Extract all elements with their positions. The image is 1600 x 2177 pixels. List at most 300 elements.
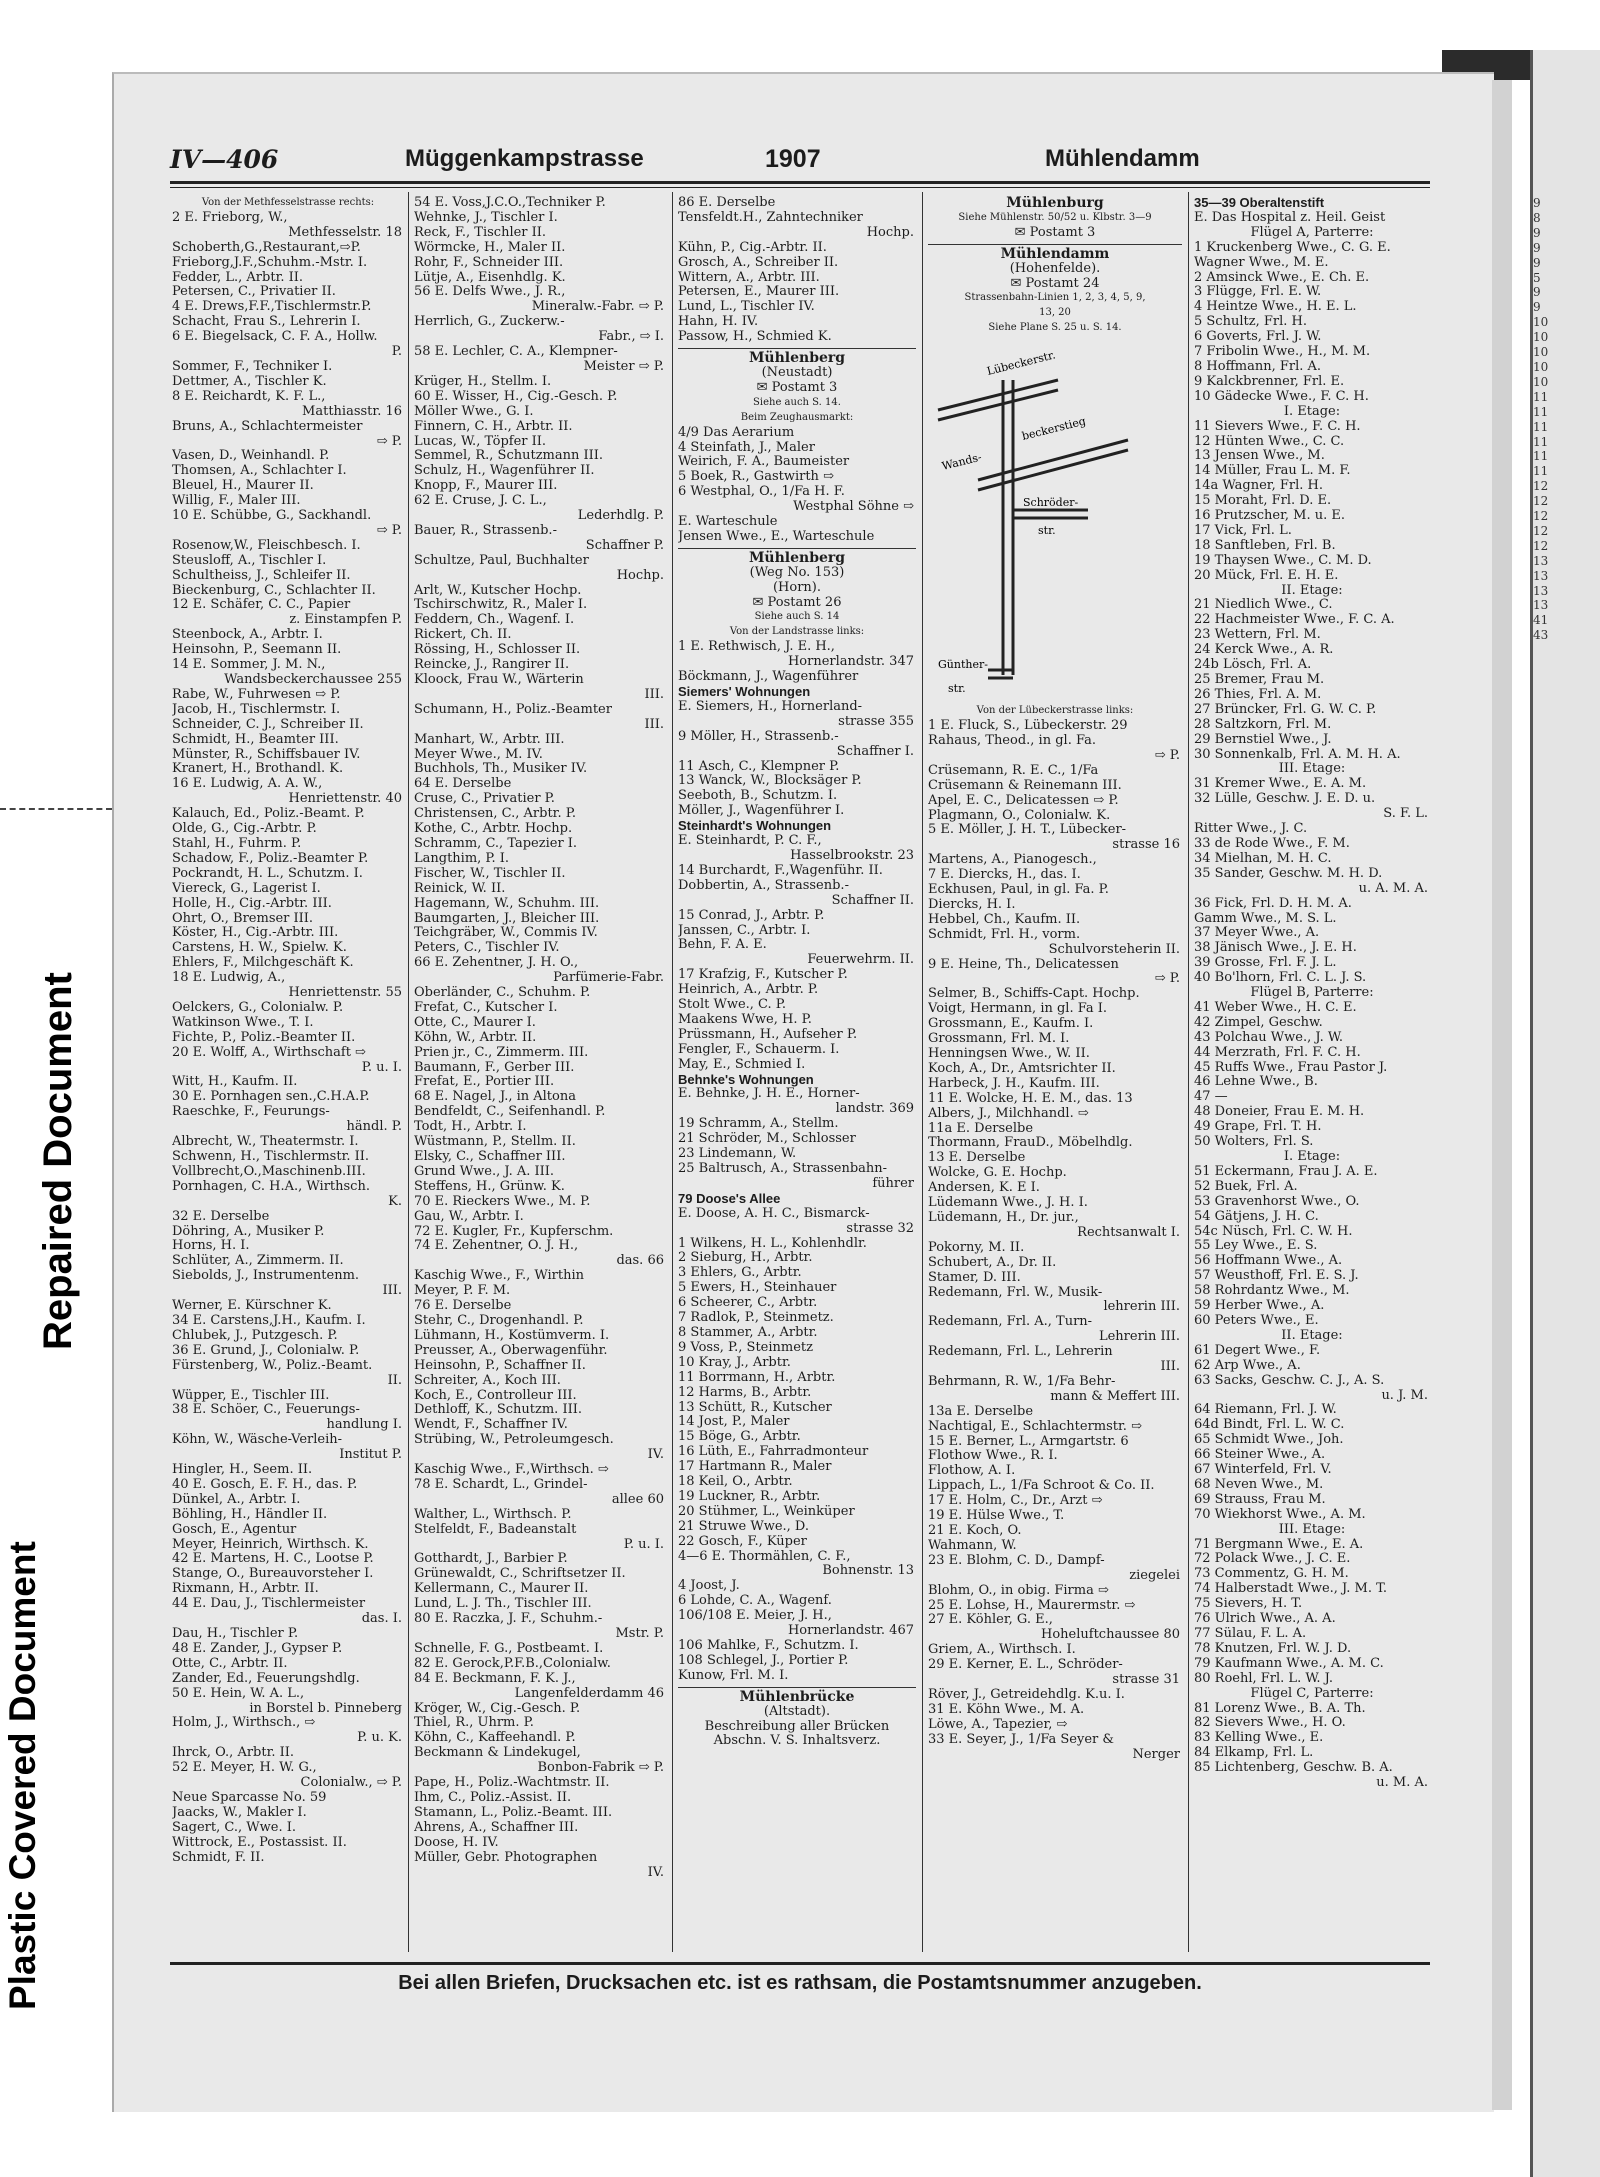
- directory-entry: 10 Gädecke Wwe., F. C. H.: [1194, 389, 1369, 404]
- directory-entry: 52 E. Meyer, H. W. G.,: [172, 1761, 317, 1776]
- directory-entry: 12 Hünten Wwe., C. C.: [1194, 434, 1345, 449]
- directory-entry: Grossmann, E., Kaufm. I.: [928, 1017, 1094, 1032]
- margin-number: 10: [1533, 374, 1549, 389]
- directory-entry: Ehlers, F., Milchgeschäft K.: [172, 956, 354, 971]
- directory-entry: ✉ Postamt 24: [1010, 276, 1100, 291]
- directory-entry: Dethloff, K., Schutzm. III.: [414, 1403, 582, 1418]
- directory-entry: 7 Fribolin Wwe., H., M. M.: [1194, 345, 1371, 360]
- directory-entry: 55 Ley Wwe., E. S.: [1194, 1239, 1318, 1254]
- directory-entry: Neue Sparcasse No. 59: [172, 1790, 327, 1805]
- directory-entry: 48 E. Zander, J., Gypser P.: [172, 1641, 343, 1656]
- margin-number: 13: [1533, 568, 1549, 583]
- directory-entry: Kühn, P., Cig.-Arbtr. II.: [678, 240, 827, 255]
- directory-entry: Apel, E. C., Delicatessen ⇨ P.: [928, 793, 1119, 808]
- directory-entry: 27 E. Köhler, G. E.,: [928, 1613, 1053, 1628]
- directory-entry: Lederhdlg. P.: [577, 509, 664, 524]
- column-4: [928, 196, 1182, 1946]
- cut-line: [0, 808, 112, 810]
- directory-entry: 40 E. Gosch, E. F. H., das. P.: [172, 1477, 358, 1492]
- directory-entry: Schultze, Paul, Buchhalter: [414, 553, 589, 568]
- directory-entry: 20 Mück, Frl. E. H. E.: [1194, 568, 1339, 583]
- directory-entry: Steenbock, A., Arbtr. I.: [172, 628, 323, 643]
- directory-entry: 15 Böge, G., Arbtr.: [678, 1430, 801, 1445]
- directory-entry: u. M. A.: [1376, 1776, 1428, 1791]
- directory-entry: Schmidt, F. II.: [172, 1850, 265, 1865]
- directory-entry: 27 Brüncker, Frl. G. W. C. P.: [1194, 702, 1377, 717]
- directory-entry: 72 E. Kugler, Fr., Kupferschm.: [414, 1224, 614, 1239]
- directory-entry: 14a Wagner, Frl. H.: [1194, 479, 1323, 494]
- directory-entry: Witt, H., Kaufm. II.: [172, 1075, 298, 1090]
- directory-entry: 11a E. Derselbe: [928, 1121, 1034, 1136]
- directory-entry: 82 Sievers Wwe., H. O.: [1194, 1716, 1346, 1731]
- directory-entry: 29 E. Kerner, E. L., Schröder-: [928, 1658, 1123, 1673]
- directory-entry: Diercks, H. I.: [928, 897, 1016, 912]
- directory-entry: 21 E. Koch, O.: [928, 1524, 1022, 1538]
- directory-entry: allee 60: [611, 1492, 664, 1507]
- directory-entry: 64 Riemann, Frl. J. W.: [1194, 1403, 1337, 1418]
- directory-entry: Wittrock, E., Postassist. II.: [172, 1835, 347, 1850]
- directory-entry: Institut P.: [339, 1448, 402, 1463]
- map-label: Wands-: [940, 450, 983, 474]
- directory-entry: Von der Landstrasse links:: [729, 626, 865, 638]
- directory-entry: Koch, E., Controlleur III.: [414, 1388, 577, 1403]
- directory-entry: 23 Wettern, Frl. M.: [1194, 628, 1321, 643]
- directory-entry: Schulvorsteherin II.: [1048, 942, 1180, 957]
- directory-entry: Gotthardt, J., Barbier P.: [414, 1552, 568, 1567]
- directory-entry: 71 Bergmann Wwe., E. A.: [1194, 1537, 1364, 1552]
- directory-entry: Flothow Wwe., R. I.: [928, 1449, 1058, 1464]
- directory-entry: Krüger, H., Stellm. I.: [414, 374, 552, 389]
- directory-entry: 58 Rohrdantz Wwe., M.: [1194, 1284, 1350, 1299]
- directory-entry: Meyer, P. F. M.: [414, 1284, 511, 1299]
- directory-entry: Steusloff, A., Tischler I.: [172, 553, 327, 568]
- directory-entry: 13a E. Derselbe: [928, 1404, 1034, 1419]
- margin-number: 13: [1533, 553, 1549, 568]
- directory-entry: 39 Grosse, Frl. F. J. L.: [1194, 956, 1337, 971]
- directory-entry: Griem, A., Wirthsch. I.: [928, 1643, 1076, 1658]
- directory-entry: Reincke, J., Rangirer II.: [414, 658, 570, 673]
- directory-entry: Ohrt, O., Bremser III.: [172, 911, 314, 926]
- directory-entry: E. Steinhardt, P. C. F.,: [678, 834, 822, 849]
- directory-entry: Frefat, E., Portier III.: [414, 1075, 555, 1090]
- directory-entry: 3 Flügge, Frl. E. W.: [1194, 285, 1322, 300]
- directory-entry: Harbeck, J. H., Kaufm. III.: [928, 1076, 1100, 1091]
- page-number: IV—406: [170, 145, 279, 174]
- directory-entry: P. u. K.: [357, 1731, 402, 1746]
- directory-entry: Zander, Ed., Feuerungshdlg.: [172, 1671, 360, 1686]
- directory-entry: Frieborg,J.F.,Schuhm.-Mstr. I.: [172, 255, 368, 270]
- map-label: Schröder-: [1023, 496, 1079, 510]
- directory-entry: Flothow, A. I.: [928, 1464, 1016, 1479]
- directory-entry: Stamer, D. III.: [928, 1270, 1021, 1285]
- directory-entry: Fedder, L., Arbtr. II.: [172, 270, 304, 285]
- directory-entry: Kloock, Frau W., Wärterin: [414, 673, 584, 687]
- directory-entry: ⇨ P.: [376, 523, 402, 538]
- directory-entry: 9 Voss, P., Steinmetz: [678, 1340, 813, 1355]
- directory-entry: Reinick, W. II.: [414, 881, 506, 896]
- directory-entry: Ihm, C., Poliz.-Assist. II.: [414, 1790, 572, 1805]
- directory-entry: III.: [382, 1284, 402, 1299]
- column-divider: [922, 192, 923, 1952]
- directory-entry: 19 E. Hülse Wwe., T.: [928, 1509, 1065, 1524]
- directory-entry: 2 Sieburg, H., Arbtr.: [678, 1251, 813, 1266]
- directory-entry: 23 E. Blohm, C. D., Dampf-: [928, 1553, 1105, 1568]
- margin-number: 9: [1533, 300, 1541, 315]
- directory-entry: Steinhardt's Wohnungen: [678, 819, 832, 834]
- margin-number: 9: [1533, 225, 1541, 240]
- directory-entry: 21 Struwe Wwe., D.: [678, 1519, 810, 1534]
- directory-entry: 35 Sander, Geschw. M. H. D.: [1194, 866, 1383, 881]
- directory-entry: 24 Kerck Wwe., A. R.: [1194, 643, 1334, 658]
- directory-entry: 81 Lorenz Wwe., B. A. Th.: [1194, 1701, 1366, 1716]
- directory-entry: 33 E. Seyer, J., 1/Fa Seyer &: [928, 1732, 1114, 1747]
- directory-entry: 10 Kray, J., Arbtr.: [678, 1355, 791, 1370]
- directory-entry: 17 E. Holm, C., Dr., Arzt ⇨: [928, 1494, 1103, 1509]
- directory-entry: Kröger, W., Cig.-Gesch. P.: [414, 1701, 581, 1716]
- directory-entry: Lippach, L., 1/Fa Schroot & Co. II.: [928, 1479, 1155, 1494]
- directory-entry: 75 Sievers, H. T.: [1194, 1597, 1303, 1612]
- footer-rule: [170, 1962, 1430, 1965]
- directory-entry: Bonbon-Fabrik ⇨ P.: [537, 1761, 664, 1776]
- directory-entry: Tensfeldt.H., Zahntechniker: [678, 210, 863, 225]
- directory-entry: 12 E. Schäfer, C. C., Papier: [172, 598, 351, 613]
- directory-entry: 48 Doneier, Frau E. M. H.: [1194, 1105, 1365, 1120]
- directory-entry: Oberländer, C., Schuhm. P.: [414, 986, 591, 1001]
- directory-entry: Albrecht, W., Theatermstr. I.: [172, 1135, 359, 1150]
- directory-entry: Schnelle, F. G., Postbeamt. I.: [414, 1641, 604, 1656]
- directory-entry: ⇨ P.: [1154, 972, 1180, 987]
- margin-number: 9: [1533, 196, 1541, 210]
- directory-entry: Kalauch, Ed., Poliz.-Beamt. P.: [172, 807, 365, 822]
- directory-entry: Schumann, H., Poliz.-Beamter: [414, 702, 612, 717]
- map-label: Lübeckerstr.: [985, 348, 1057, 379]
- directory-entry: Redemann, Frl. L., Lehrerin: [928, 1345, 1113, 1360]
- directory-entry: 60 Peters Wwe., E.: [1194, 1313, 1319, 1328]
- directory-entry: Mineralw.-Fabr. ⇨ P.: [531, 300, 664, 315]
- directory-entry: 54 E. Voss,J.C.O.,Techniker P.: [414, 196, 606, 210]
- margin-number: 8: [1533, 210, 1541, 225]
- margin-number: 41: [1533, 613, 1549, 628]
- directory-entry: 80 Roehl, Frl. L. W. J.: [1194, 1671, 1334, 1686]
- directory-entry: Meister ⇨ P.: [583, 359, 664, 374]
- directory-entry: Bohnenstr. 13: [822, 1564, 914, 1579]
- margin-number: 12: [1533, 538, 1549, 553]
- directory-entry: Matthiasstr. 16: [302, 404, 402, 419]
- directory-entry: 68 Neven Wwe., M.: [1194, 1477, 1324, 1492]
- directory-entry: 18 Sanftleben, Frl. B.: [1194, 538, 1336, 553]
- directory-entry: 66 E. Zehentner, J. H. O.,: [414, 956, 579, 971]
- directory-entry: 51 Eckermann, Frau J. A. E.: [1194, 1164, 1378, 1179]
- directory-entry: 19 Schramm, A., Stellm.: [678, 1117, 839, 1132]
- directory-entry: Schubert, A., Dr. II.: [928, 1255, 1057, 1270]
- directory-entry: 31 Kremer Wwe., E. A. M.: [1194, 777, 1367, 792]
- directory-entry: 53 Gravenhorst Wwe., O.: [1194, 1194, 1360, 1209]
- directory-entry: Flügel B, Parterre:: [1250, 986, 1374, 1001]
- directory-entry: Lund, L. J. Th., Tischler III.: [414, 1597, 592, 1612]
- plastic-covered-label: Plastic Covered Document: [2, 1541, 43, 2010]
- column-divider: [1188, 192, 1189, 1952]
- directory-entry: mann & Meffert III.: [1050, 1389, 1180, 1404]
- directory-entry: Rohr, F., Schneider III.: [414, 255, 564, 270]
- directory-entry: (Hohenfelde).: [1009, 261, 1101, 276]
- directory-entry: 14 E. Sommer, J. M. N.,: [172, 658, 326, 673]
- directory-entry: 3 Ehlers, G., Arbtr.: [678, 1266, 802, 1281]
- directory-entry: S. F. L.: [1383, 807, 1428, 822]
- directory-entry: u. A. M. A.: [1358, 881, 1428, 896]
- directory-entry: Todt, H., Arbtr. I.: [414, 1120, 527, 1135]
- margin-number: 12: [1533, 523, 1549, 538]
- directory-entry: Langenfelderdamm 46: [514, 1686, 664, 1701]
- directory-entry: Ahrens, A., Schaffner III.: [414, 1820, 579, 1835]
- directory-entry: Rickert, Ch. II.: [414, 628, 512, 643]
- directory-entry: E. Doose, A. H. C., Bismarck-: [678, 1206, 870, 1221]
- directory-entry: 16 E. Ludwig, A. A. W.,: [172, 777, 323, 792]
- directory-entry: Oelckers, G., Colonialw. P.: [172, 1000, 344, 1015]
- directory-entry: 47 —: [1194, 1090, 1228, 1105]
- directory-entry: Mühlenbrücke: [678, 1687, 916, 1705]
- directory-entry: Vasen, D., Weinhandl. P.: [172, 449, 330, 464]
- directory-entry: Stange, O., Bureauvorsteher I.: [172, 1567, 374, 1582]
- directory-entry: Reck, F., Tischler II.: [414, 225, 547, 240]
- directory-entry: 34 Mielhan, M. H. C.: [1194, 851, 1332, 866]
- directory-entry: Schmidt, H., Beamter III.: [172, 732, 339, 747]
- directory-entry: Sagert, C., Wwe. I.: [172, 1820, 296, 1835]
- directory-entry: Wüstmann, P., Stellm. II.: [414, 1135, 576, 1150]
- directory-entry: Kellermann, C., Maurer II.: [414, 1582, 589, 1597]
- directory-entry: Flügel C, Parterre:: [1250, 1686, 1374, 1701]
- margin-number: 11: [1533, 449, 1549, 464]
- directory-entry: Nerger: [1132, 1747, 1180, 1762]
- directory-entry: 11 Borrmann, H., Arbtr.: [678, 1370, 836, 1385]
- directory-entry: 21 Schröder, M., Schlosser: [678, 1132, 856, 1147]
- directory-entry: Knopp, F., Maurer III.: [414, 479, 558, 494]
- directory-entry: Weirich, F. A., Baumeister: [678, 455, 850, 470]
- directory-entry: Schacht, Frau S., Lehrerin I.: [172, 315, 361, 330]
- directory-entry: 34 E. Carstens,J.H., Kaufm. I.: [172, 1313, 366, 1328]
- directory-entry: 1 Wilkens, H. L., Kohlenhdlr.: [678, 1236, 867, 1251]
- directory-entry: Behn, F. A. E.: [678, 938, 767, 953]
- directory-entry: Koch, A., Dr., Amtsrichter II.: [928, 1061, 1116, 1076]
- directory-entry: IV.: [647, 1448, 664, 1463]
- directory-entry: ziegelei: [1129, 1568, 1180, 1583]
- directory-entry: Voigt, Hermann, in gl. Fa I.: [928, 1002, 1108, 1017]
- directory-entry: Wahmann, W.: [928, 1538, 1017, 1553]
- margin-number: 12: [1533, 479, 1549, 494]
- directory-entry: Finnern, C. H., Arbtr. II.: [414, 419, 573, 434]
- directory-entry: Beschreibung aller Brücken: [704, 1719, 890, 1734]
- directory-entry: ⇨ P.: [1154, 748, 1180, 763]
- directory-entry: Bleuel, H., Maurer II.: [172, 479, 314, 494]
- directory-entry: Pokorny, M. II.: [928, 1240, 1025, 1255]
- directory-entry: Schoberth,G.,Restaurant,⇨P.: [172, 240, 361, 255]
- directory-entry: 58 E. Lechler, C. A., Klempner-: [414, 345, 618, 360]
- directory-entry: Fischer, W., Tischler II.: [414, 866, 566, 881]
- directory-entry: Peters, C., Tischler IV.: [414, 941, 560, 956]
- directory-entry: Kaschig Wwe., F., Wirthin: [414, 1269, 585, 1284]
- directory-entry: 14 Müller, Frau L. M. F.: [1194, 464, 1351, 479]
- directory-entry: Böckmann, J., Wagenführer: [678, 670, 859, 685]
- directory-entry: 63 Sacks, Geschw. C. J., A. S.: [1194, 1373, 1385, 1388]
- directory-entry: 11 E. Wolcke, H. E. M., das. 13: [928, 1091, 1133, 1106]
- directory-entry: 79 Doose's Allee: [678, 1191, 781, 1206]
- margin-number: 11: [1533, 404, 1549, 419]
- map-label: Günther-: [938, 658, 988, 672]
- directory-entry: Hornerlandstr. 467: [787, 1624, 914, 1639]
- directory-entry: Viereck, G., Lagerist I.: [172, 881, 321, 896]
- directory-entry: Rechtsanwalt I.: [1077, 1225, 1180, 1240]
- directory-entry: Stolt Wwe., C. P.: [678, 998, 787, 1013]
- adjacent-page-numbers: [1533, 196, 1599, 1946]
- directory-entry: 54 Gätjens, J. H. C.: [1194, 1209, 1319, 1224]
- directory-entry: 21 Niedlich Wwe., C.: [1194, 598, 1333, 613]
- directory-entry: 16 Lüth, E., Fahrradmonteur: [678, 1445, 869, 1460]
- directory-entry: Wendt, F., Schaffner IV.: [414, 1418, 568, 1433]
- directory-entry: das. 66: [616, 1254, 664, 1269]
- directory-entry: 24b Lösch, Frl. A.: [1194, 658, 1312, 673]
- directory-entry: Wüpper, E., Tischler III.: [172, 1388, 330, 1403]
- directory-entry: 38 Jänisch Wwe., J. E. H.: [1194, 941, 1357, 956]
- directory-entry: 46 Lehne Wwe., B.: [1194, 1075, 1318, 1090]
- directory-entry: u. J. M.: [1381, 1388, 1428, 1403]
- directory-entry: Preusser, A., Oberwagenführ.: [414, 1343, 608, 1358]
- directory-entry: Hingler, H., Seem. II.: [172, 1463, 313, 1478]
- directory-entry: Semmel, R., Schutzmann III.: [414, 449, 604, 464]
- directory-entry: Sommer, F., Techniker I.: [172, 359, 333, 374]
- directory-entry: Colonialw., ⇨ P.: [300, 1776, 402, 1791]
- directory-entry: 2 E. Frieborg, W.,: [172, 210, 288, 225]
- directory-entry: Schreiter, A., Koch III.: [414, 1373, 561, 1388]
- directory-entry: Parfümerie-Fabr.: [553, 971, 664, 986]
- directory-entry: 62 E. Cruse, J. C. L.,: [414, 494, 547, 509]
- directory-entry: das. I.: [361, 1612, 402, 1627]
- directory-entry: Stamann, L., Poliz.-Beamt. III.: [414, 1805, 613, 1820]
- directory-entry: Wandsbeckerchaussee 255: [224, 673, 402, 687]
- directory-entry: Mühlendamm: [928, 244, 1182, 262]
- column-divider: [408, 192, 409, 1952]
- directory-entry: ✉ Postamt 26: [752, 595, 842, 610]
- directory-entry: Dünkel, A., Arbtr. I.: [172, 1492, 301, 1507]
- directory-entry: Flügel A, Parterre:: [1250, 225, 1374, 240]
- directory-entry: 1 E. Rethwisch, J. E. H.,: [678, 640, 835, 655]
- directory-entry: Manhart, W., Arbtr. III.: [414, 732, 565, 747]
- directory-entry: Wolcke, G. E. Hochp.: [928, 1166, 1067, 1181]
- directory-entry: 106 Mahlke, F., Schutzm. I.: [678, 1639, 859, 1653]
- directory-entry: Albers, J., Milchhandl. ⇨: [928, 1106, 1089, 1121]
- directory-entry: Lucas, W., Töpfer II.: [414, 434, 547, 449]
- directory-entry: 32 E. Derselbe: [172, 1209, 270, 1224]
- directory-entry: Bruns, A., Schlachtermeister: [172, 419, 363, 434]
- directory-entry: (Neustadt): [761, 365, 833, 380]
- directory-entry: 16 Prutzscher, M. u. E.: [1194, 509, 1345, 524]
- directory-entry: (Altstadt).: [763, 1704, 831, 1719]
- directory-entry: Martens, A., Pianogesch.,: [928, 853, 1097, 868]
- directory-entry: Baumgarten, J., Bleicher III.: [414, 911, 600, 926]
- directory-entry: strasse 16: [1112, 838, 1180, 853]
- directory-entry: E. Siemers, H., Hornerland-: [678, 699, 863, 714]
- map-label: str.: [1038, 524, 1056, 538]
- directory-entry: Jaacks, W., Makler I.: [172, 1805, 307, 1820]
- directory-entry: 9 E. Heine, Th., Delicatessen: [928, 957, 1119, 972]
- header-rule-thin: [170, 187, 1430, 188]
- directory-entry: Pockrandt, H. L., Schutzm. I.: [172, 866, 363, 881]
- directory-entry: 50 Wolters, Frl. S.: [1194, 1135, 1314, 1150]
- column-3: [678, 196, 916, 1946]
- directory-entry: Schaffner P.: [585, 538, 664, 553]
- margin-number: 10: [1533, 359, 1549, 374]
- directory-entry: 65 Schmidt Wwe., Joh.: [1194, 1433, 1344, 1448]
- directory-entry: Köster, H., Cig.-Arbtr. III.: [172, 926, 339, 941]
- directory-entry: 7 Radlok, P., Steinmetz.: [678, 1311, 834, 1326]
- directory-entry: Lüdemann Wwe., J. H. I.: [928, 1196, 1088, 1211]
- directory-entry: 19 Luckner, R., Arbtr.: [678, 1489, 821, 1504]
- directory-entry: 44 Merzrath, Frl. F. C. H.: [1194, 1045, 1361, 1060]
- page-header: [170, 145, 1420, 179]
- directory-entry: Lühmann, H., Kostümverm. I.: [414, 1328, 610, 1343]
- directory-entry: Lehrerin III.: [1098, 1330, 1180, 1345]
- directory-entry: Siehe Plane S. 25 u. S. 14.: [988, 322, 1122, 334]
- directory-entry: Schwenn, H., Tischlermstr. II.: [172, 1150, 370, 1164]
- directory-entry: Dobbertin, A., Strassenb.-: [678, 878, 849, 893]
- map-label: beckerstieg: [1020, 414, 1088, 444]
- directory-entry: 38 E. Schöer, C., Feuerungs-: [172, 1403, 360, 1418]
- directory-entry: Schaffner II.: [831, 893, 914, 908]
- directory-entry: Behnke's Wohnungen: [678, 1072, 814, 1087]
- directory-entry: strasse 31: [1112, 1673, 1180, 1688]
- column-2: [414, 196, 666, 1946]
- directory-entry: 15 Moraht, Frl. D. E.: [1194, 494, 1332, 509]
- directory-entry: (Weg No. 153): [749, 565, 845, 580]
- directory-entry: Blohm, O., in obig. Firma ⇨: [928, 1583, 1109, 1598]
- directory-entry: 9 Kalckbrenner, Frl. E.: [1194, 374, 1345, 389]
- directory-entry: 31 E. Köhn Wwe., M. A.: [928, 1702, 1085, 1717]
- directory-entry: Thomsen, A., Schlachter I.: [172, 464, 347, 479]
- directory-entry: Jensen Wwe., E., Warteschule: [678, 529, 875, 544]
- directory-entry: Holle, H., Cig.-Arbtr. III.: [172, 896, 332, 911]
- directory-entry: 15 Conrad, J., Arbtr. P.: [678, 908, 825, 923]
- directory-entry: Fürstenberg, W., Poliz.-Beamt.: [172, 1358, 373, 1373]
- directory-entry: Wagner Wwe., M. E.: [1194, 255, 1329, 270]
- directory-entry: 42 Zimpel, Geschw.: [1194, 1015, 1323, 1030]
- directory-entry: 7 E. Diercks, H., das. I.: [928, 868, 1081, 883]
- directory-entry: 43 Polchau Wwe., J. W.: [1194, 1030, 1344, 1045]
- directory-entry: 11 Asch, C., Klempner P.: [678, 759, 840, 774]
- directory-entry: Watkinson Wwe., T. I.: [172, 1015, 314, 1030]
- directory-entry: II. Etage:: [1281, 1328, 1343, 1343]
- directory-entry: Petersen, E., Maurer III.: [678, 285, 840, 300]
- directory-entry: Siehe Mühlenstr. 50/52 u. Klbstr. 3—9: [958, 211, 1152, 223]
- directory-entry: Von der Methfesselstrasse rechts:: [201, 197, 375, 208]
- directory-entry: Hornerlandstr. 347: [787, 655, 914, 670]
- directory-entry: Lüdemann, H., Dr. jur.,: [928, 1210, 1079, 1225]
- directory-entry: 40 Bo'lhorn, Frl. C. L. J. S.: [1194, 971, 1367, 986]
- directory-entry: 45 Ruffs Wwe., Frau Pastor J.: [1194, 1060, 1388, 1075]
- directory-entry: 74 E. Zehentner, O. J. H.,: [414, 1239, 579, 1254]
- directory-entry: Döhring, A., Musiker P.: [172, 1224, 325, 1239]
- directory-entry: Lütje, A., Eisenhdlg. K.: [414, 270, 566, 285]
- directory-entry: Tschirschwitz, R., Maler I.: [414, 598, 588, 613]
- directory-entry: Westphal Söhne ⇨: [793, 500, 914, 515]
- directory-entry: 5 Ewers, H., Steinhauer: [678, 1281, 837, 1296]
- directory-entry: Mstr. P.: [615, 1627, 664, 1641]
- directory-entry: 4 Heintze Wwe., H. E. L.: [1194, 300, 1357, 315]
- directory-entry: 69 Strauss, Frau M.: [1194, 1492, 1326, 1507]
- directory-entry: 30 E. Pornhagen sen.,C.H.A.P.: [172, 1090, 370, 1105]
- directory-entry: Müller, Gebr. Photographen: [414, 1850, 598, 1865]
- directory-entry: Cruse, C., Privatier P.: [414, 792, 555, 807]
- directory-entry: Beim Zeughausmarkt:: [740, 411, 854, 423]
- directory-entry: Löwe, A., Tapezier, ⇨: [928, 1717, 1068, 1732]
- directory-entry: 8 E. Reichardt, K. F. L.,: [172, 389, 326, 404]
